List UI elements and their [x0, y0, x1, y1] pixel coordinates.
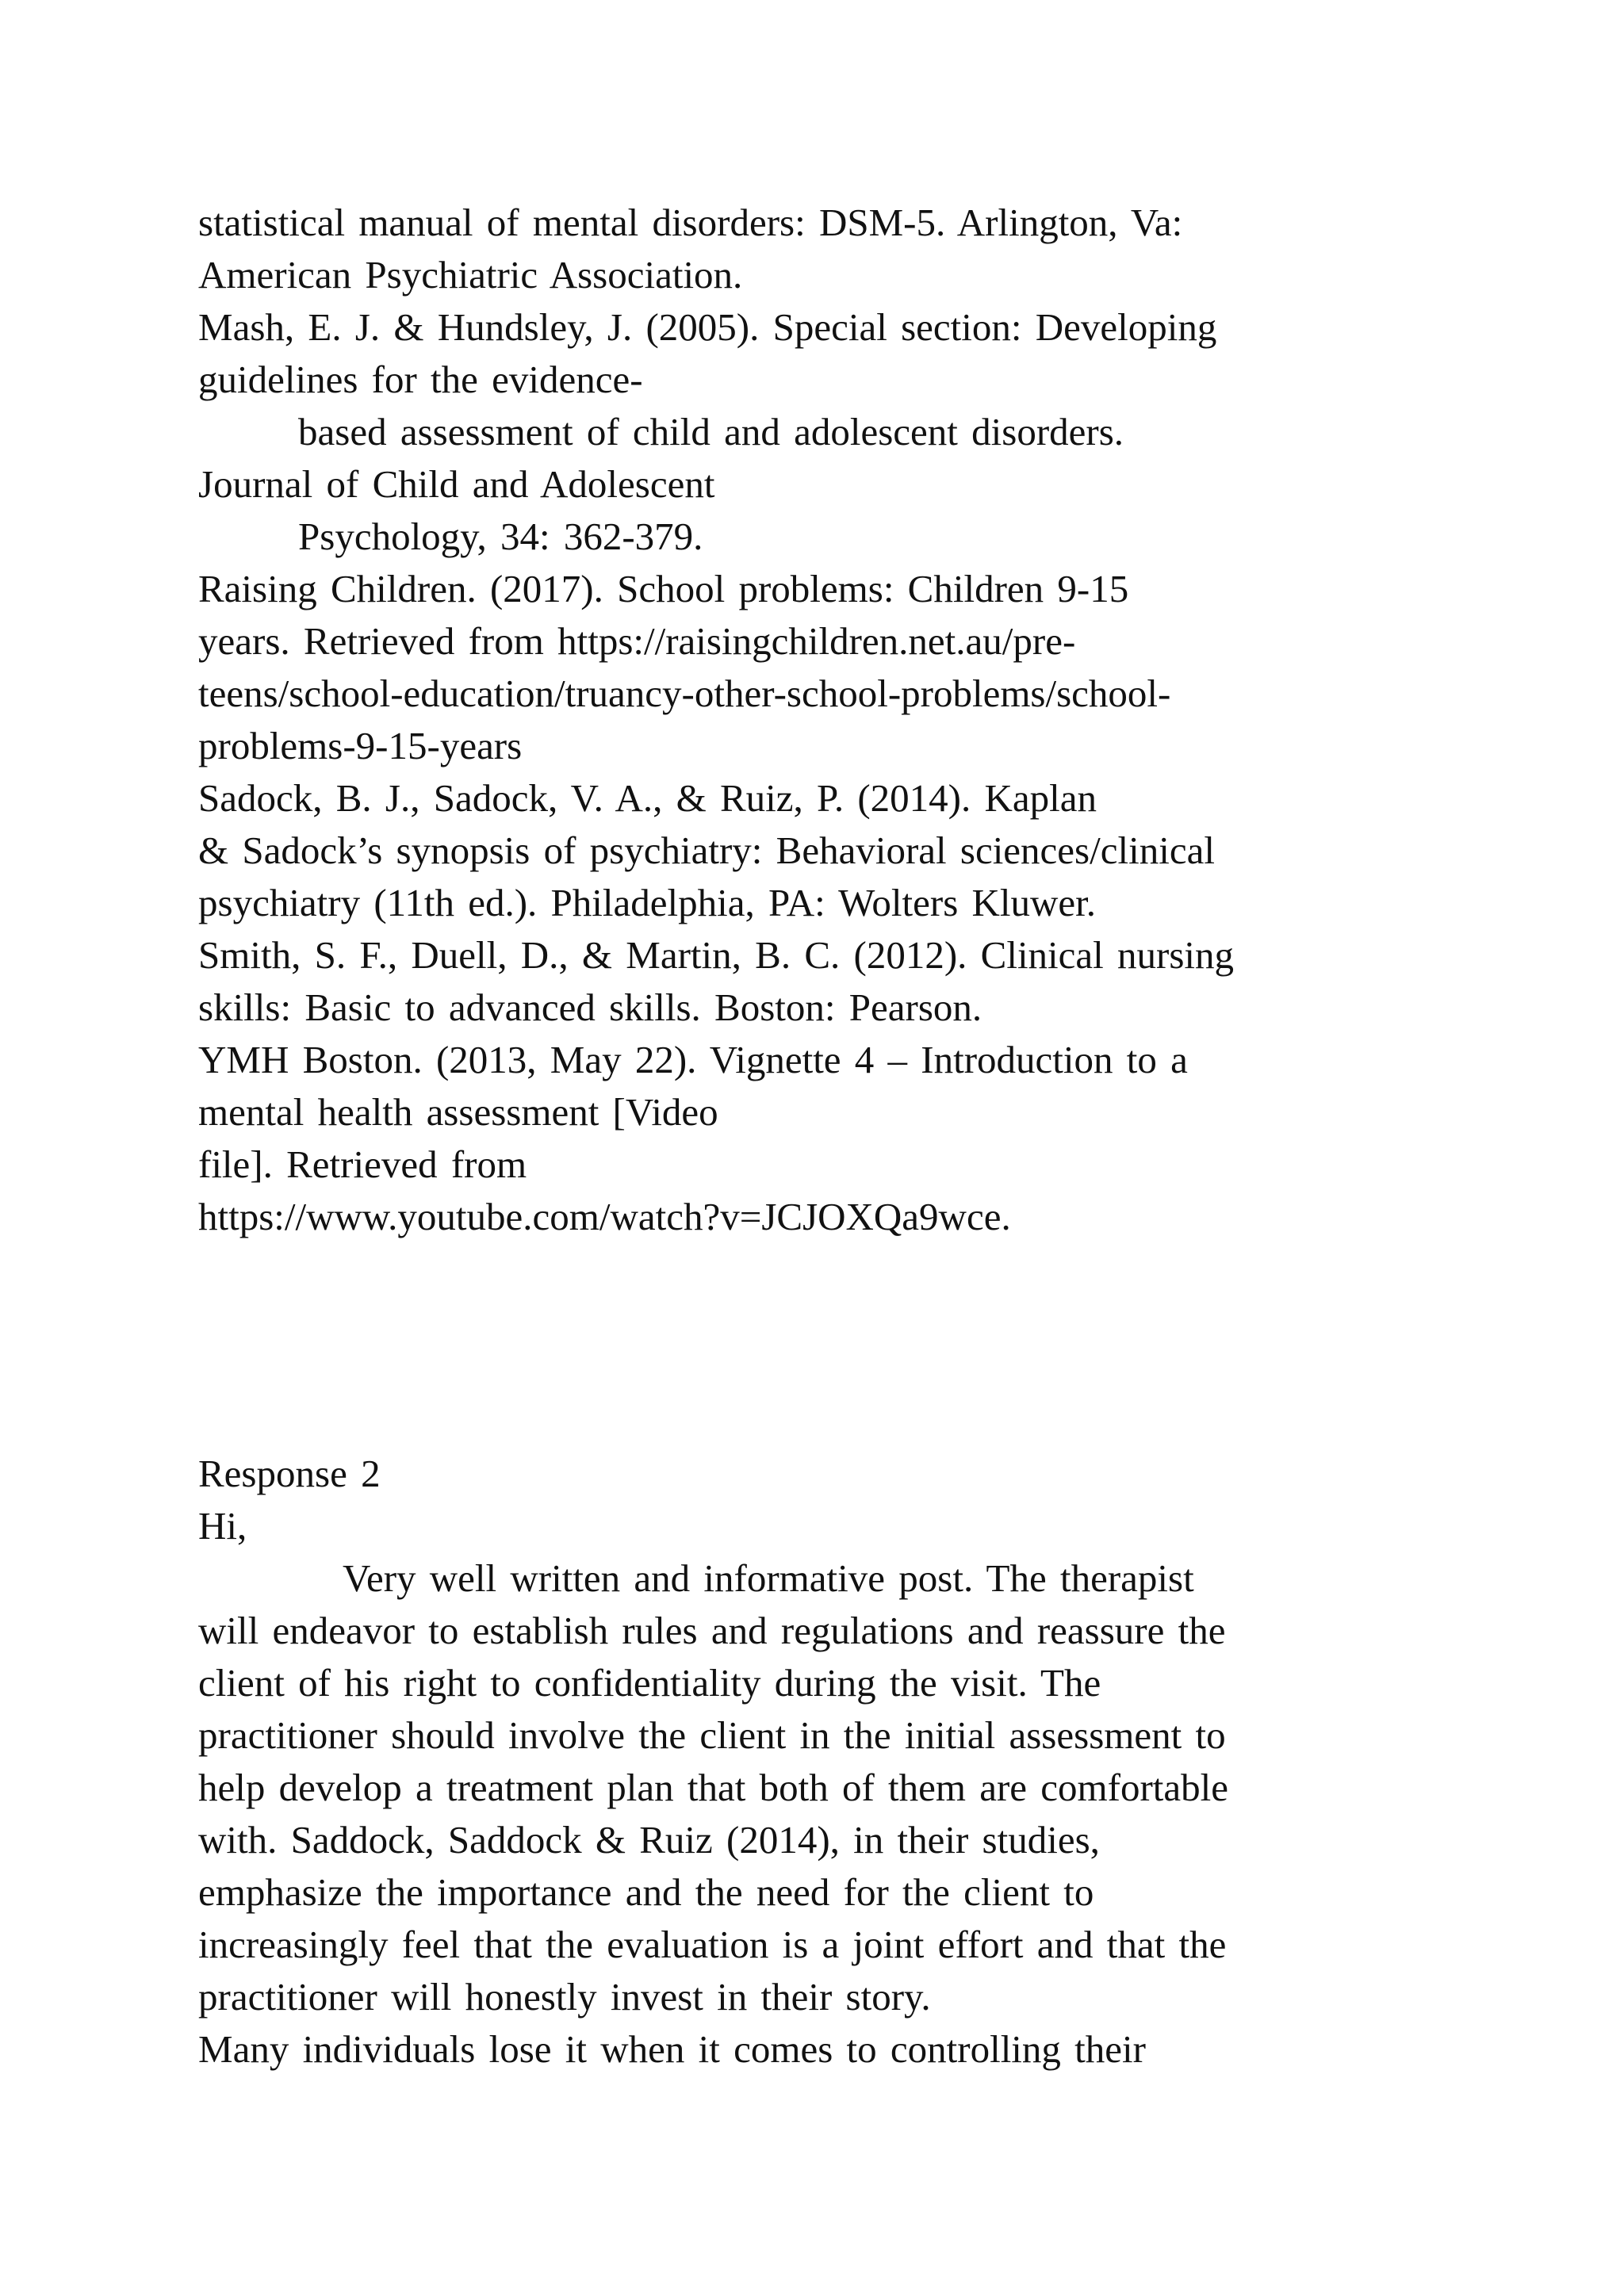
reference-line: Sadock, B. J., Sadock, V. A., & Ruiz, P. (2014). Kaplan: [198, 776, 1097, 820]
reference-line: Psychology, 34: 362-379.: [298, 515, 703, 558]
reference-line: YMH Boston. (2013, May 22). Vignette 4 – Introduction to a: [198, 1038, 1188, 1081]
reference-line: statistical manual of mental disorders: DSM-5. Arlington, Va:: [198, 201, 1183, 244]
response-line: help develop a treatment plan that both of them are comfortable: [198, 1766, 1229, 1809]
response-line: practitioner should involve the client in the initial assessment to: [198, 1713, 1226, 1757]
response-line: practitioner will honestly invest in their story.: [198, 1975, 931, 2019]
reference-line: American Psychiatric Association.: [198, 253, 743, 297]
response-heading: Response 2: [198, 1452, 381, 1495]
reference-line: skills: Basic to advanced skills. Boston: Pearson.: [198, 985, 982, 1029]
reference-line: file]. Retrieved from: [198, 1142, 527, 1186]
reference-line: teens/school-education/truancy-other-school-problems/school-: [198, 672, 1171, 715]
reference-line: problems-9-15-years: [198, 724, 523, 767]
response-line: client of his right to confidentiality during the visit. The: [198, 1661, 1101, 1705]
response-line: Many individuals lose it when it comes to controlling their: [198, 2027, 1146, 2071]
response-line: will endeavor to establish rules and regulations and reassure the: [198, 1609, 1226, 1652]
response-line: increasingly feel that the evaluation is a joint effort and that the: [198, 1923, 1227, 1966]
response-line: emphasize the importance and the need for the client to: [198, 1870, 1094, 1914]
reference-line: https://www.youtube.com/watch?v=JCJOXQa9wce.: [198, 1195, 1011, 1238]
reference-line: years. Retrieved from https://raisingchildren.net.au/pre-: [198, 619, 1076, 663]
reference-line: Smith, S. F., Duell, D., & Martin, B. C. (2012). Clinical nursing: [198, 933, 1235, 977]
response-greeting: Hi,: [198, 1504, 247, 1548]
reference-line: based assessment of child and adolescent disorders.: [298, 410, 1124, 453]
reference-line: psychiatry (11th ed.). Philadelphia, PA: Wolters Kluwer.: [198, 881, 1097, 924]
reference-line: & Sadock’s synopsis of psychiatry: Behavioral sciences/clinical: [198, 828, 1215, 872]
response-line: Very well written and informative post. The therapist: [343, 1556, 1194, 1600]
reference-line: Raising Children. (2017). School problems: Children 9-15: [198, 567, 1129, 610]
reference-line: mental health assessment [Video: [198, 1090, 718, 1134]
reference-line: Journal of Child and Adolescent: [198, 462, 715, 506]
reference-line: Mash, E. J. & Hundsley, J. (2005). Special section: Developing: [198, 305, 1217, 349]
response-line: with. Saddock, Saddock & Ruiz (2014), in their studies,: [198, 1818, 1100, 1862]
reference-line: guidelines for the evidence-: [198, 358, 643, 401]
